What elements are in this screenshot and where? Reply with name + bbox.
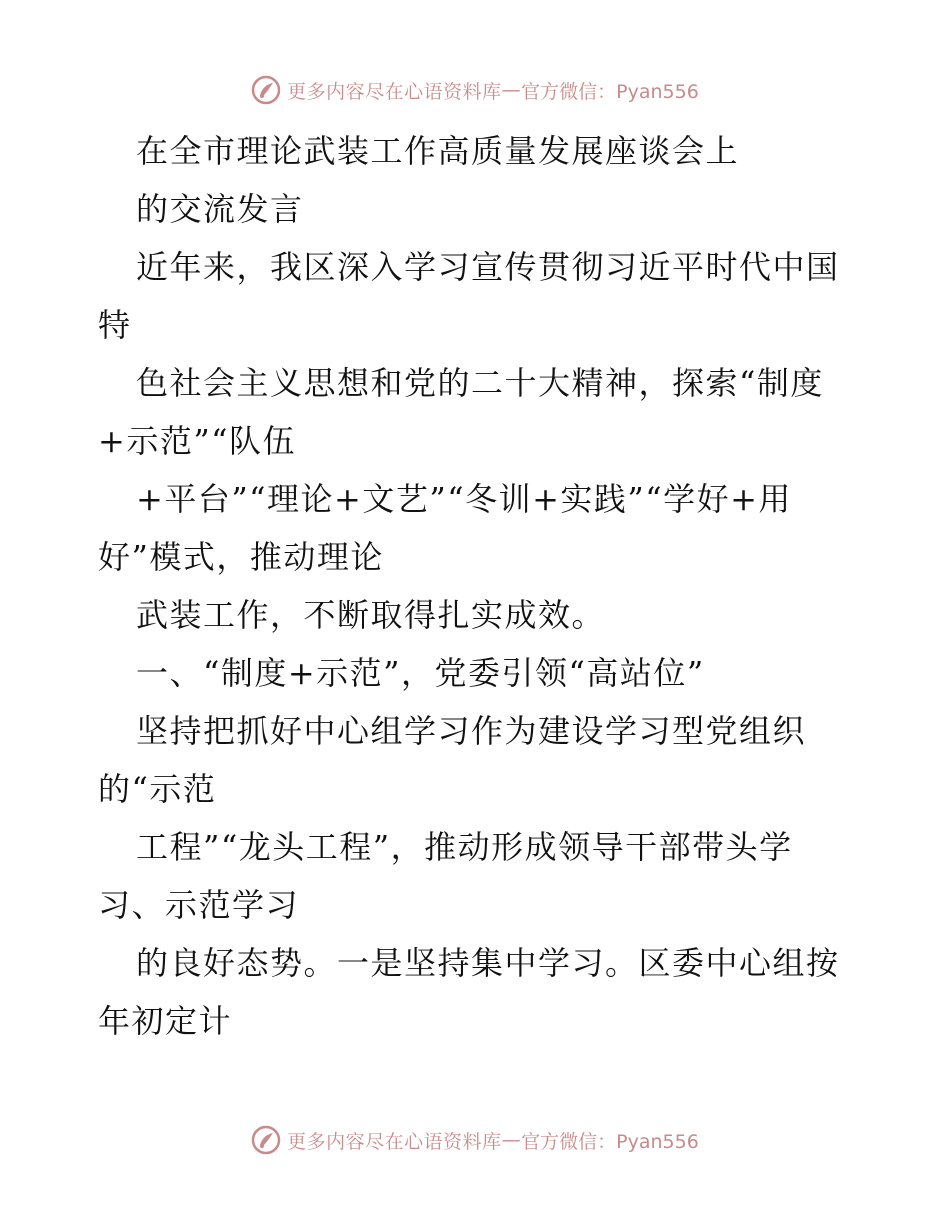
watermark-dash: — [501,1129,522,1151]
watermark-contact: 官方微信：Pyan556 [521,1130,699,1153]
watermark-header [0,70,950,110]
text-line: 在全市理论武装工作高质量发展座谈会上 [136,132,740,170]
text-line: 特 [98,306,132,344]
watermark-dash: — [501,79,522,101]
text-line: 一、“制度+示范”，党委引领“高站位” [136,654,705,692]
text-line: 武装工作，不断取得扎实成效。 [136,596,606,634]
text-line: +平台”“理论+文艺”“冬训+实践”“学好+用 [136,480,792,518]
text-line: 好”模式，推动理论 [98,538,384,576]
text-line: 坚持把抓好中心组学习作为建设学习型党组织 [136,712,807,750]
watermark-text: 更多内容尽在心语资料库 [287,1130,502,1153]
text-line: 近年来，我区深入学习宣传贯彻习近平时代中国 [136,248,840,286]
watermark-contact: 官方微信：Pyan556 [521,80,699,103]
brand-logo-icon [251,1125,281,1155]
text-line: 的“示范 [98,770,217,808]
text-line: +示范”“队伍 [98,422,297,460]
document-body [98,122,858,1050]
text-line: 习、示范学习 [98,886,300,924]
watermark-footer [0,1120,950,1160]
brand-logo-icon [251,75,281,105]
text-line: 工程”“龙头工程”，推动形成领导干部带头学 [136,828,793,866]
text-line: 色社会主义思想和党的二十大精神，探索“制度 [136,364,824,402]
text-line: 的交流发言 [136,190,304,228]
text-line: 年初定计 [98,1002,233,1040]
text-line: 的良好态势。一是坚持集中学习。区委中心组按 [136,944,840,982]
watermark-text: 更多内容尽在心语资料库 [287,80,502,103]
